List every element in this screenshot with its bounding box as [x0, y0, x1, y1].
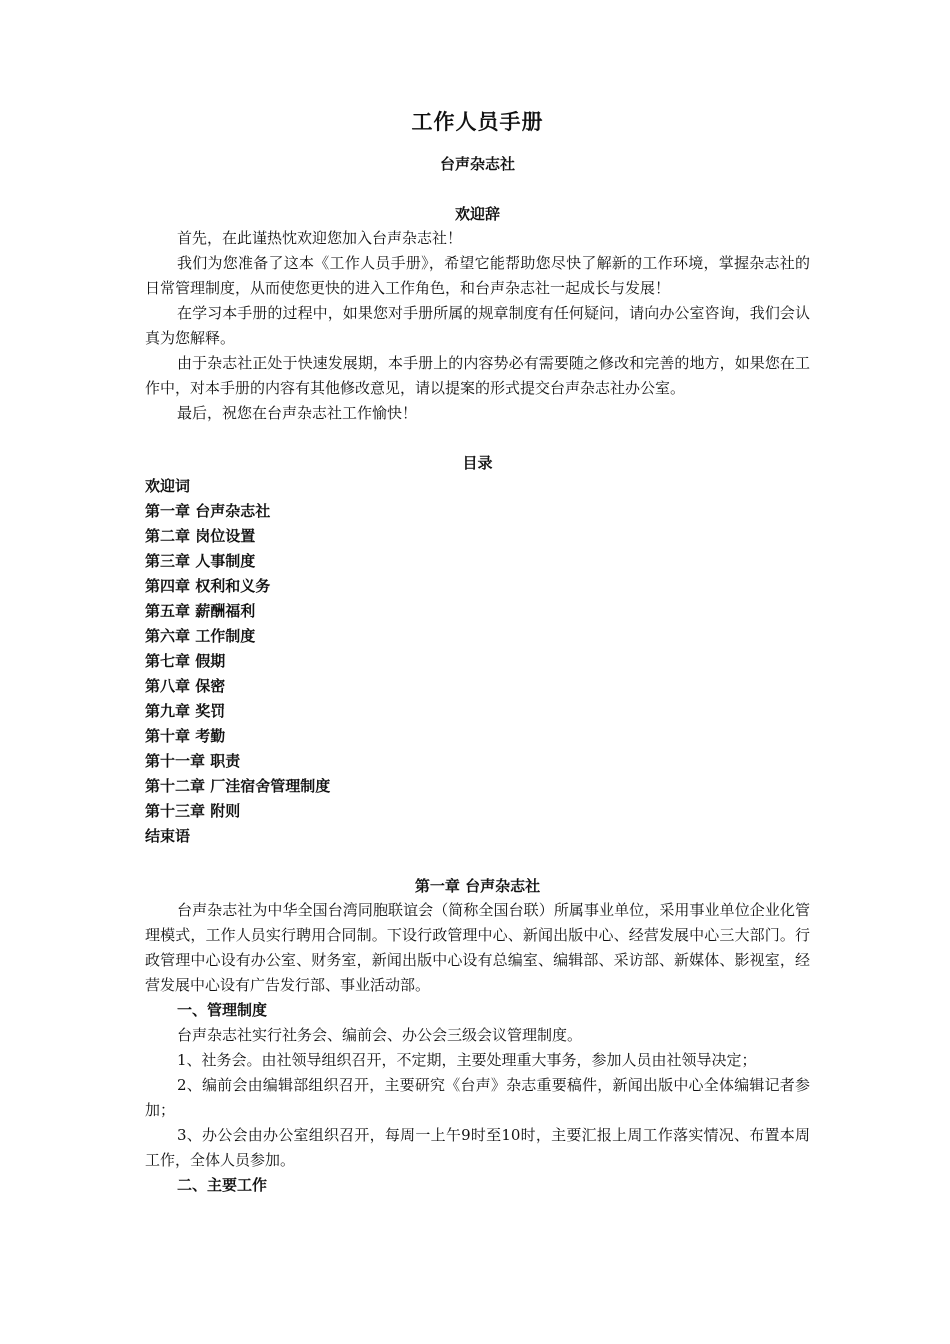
toc-item[interactable]: 第二章 岗位设置	[145, 527, 256, 545]
chapter1-section	[145, 898, 810, 1198]
section1-title: 一、管理制度	[177, 1001, 268, 1019]
toc-item[interactable]: 第九章 奖罚	[145, 702, 226, 720]
toc-item[interactable]: 第十一章 职责	[145, 752, 241, 770]
toc-item[interactable]: 结束语	[145, 827, 191, 845]
toc-item[interactable]: 第七章 假期	[145, 652, 226, 670]
section1-item: 2、编前会由编辑部组织召开，主要研究《台声》杂志重要稿件，新闻出版中心全体编辑记者参加；	[145, 1076, 810, 1119]
welcome-section	[145, 226, 810, 426]
section1-item: 1、社务会。由社领导组织召开，不定期，主要处理重大事务，参加人员由社领导决定；	[177, 1051, 757, 1069]
table-of-contents	[145, 474, 810, 849]
toc-item[interactable]: 第十章 考勤	[145, 727, 226, 745]
welcome-paragraph: 最后，祝您在台声杂志社工作愉快！	[177, 404, 418, 422]
toc-item[interactable]: 第八章 保密	[145, 677, 226, 695]
toc-item[interactable]: 欢迎词	[145, 477, 191, 495]
toc-item[interactable]: 第十二章 厂洼宿舍管理制度	[145, 777, 331, 795]
welcome-paragraph: 我们为您准备了这本《工作人员手册》，希望它能帮助您尽快了解新的工作环境，掌握杂志社的日常管理制度，从而使您更快的进入工作角色，和台声杂志社一起成长与发展！	[145, 254, 810, 297]
section1-item: 3、办公会由办公室组织召开，每周一上午9时至10时，主要汇报上周工作落实情况、布置本周工作，全体人员参加。	[145, 1126, 810, 1169]
toc-item[interactable]: 第四章 权利和义务	[145, 577, 271, 595]
welcome-paragraph: 在学习本手册的过程中，如果您对手册所属的规章制度有任何疑问，请向办公室咨询，我们会认真为您解释。	[145, 304, 810, 347]
organization-name: 台声杂志社	[439, 155, 515, 173]
toc-item[interactable]: 第三章 人事制度	[145, 552, 256, 570]
chapter1-heading: 第一章 台声杂志社	[414, 877, 541, 895]
toc-heading: 目录	[462, 454, 493, 472]
welcome-paragraph: 由于杂志社正处于快速发展期，本手册上的内容势必有需要随之修改和完善的地方，如果您在工作中，对本手册的内容有其他修改意见，请以提案的形式提交台声杂志社办公室。	[145, 354, 810, 397]
welcome-heading: 欢迎辞	[454, 205, 500, 223]
toc-item[interactable]: 第六章 工作制度	[145, 627, 256, 645]
toc-item[interactable]: 第五章 薪酬福利	[145, 602, 256, 620]
document-title: 工作人员手册	[411, 109, 544, 134]
welcome-paragraph: 首先，在此谨热忱欢迎您加入台声杂志社！	[177, 229, 463, 247]
section1-intro: 台声杂志社实行社务会、编前会、办公会三级会议管理制度。	[177, 1026, 583, 1044]
toc-item[interactable]: 第十三章 附则	[145, 802, 241, 820]
chapter1-intro: 台声杂志社为中华全国台湾同胞联谊会（简称全国台联）所属事业单位，采用事业单位企业化管理模式，工作人员实行聘用合同制。下设行政管理中心、新闻出版中心、经营发展中心三大部门。行政管理中心设有办公室、财务室，新闻出版中心设有总编室、编辑部、采访部、新媒体、影视室，经营发展中心设有广告发行部、事业活动部。	[145, 901, 810, 994]
section2-title: 二、主要工作	[177, 1176, 268, 1194]
toc-item[interactable]: 第一章 台声杂志社	[145, 502, 271, 520]
